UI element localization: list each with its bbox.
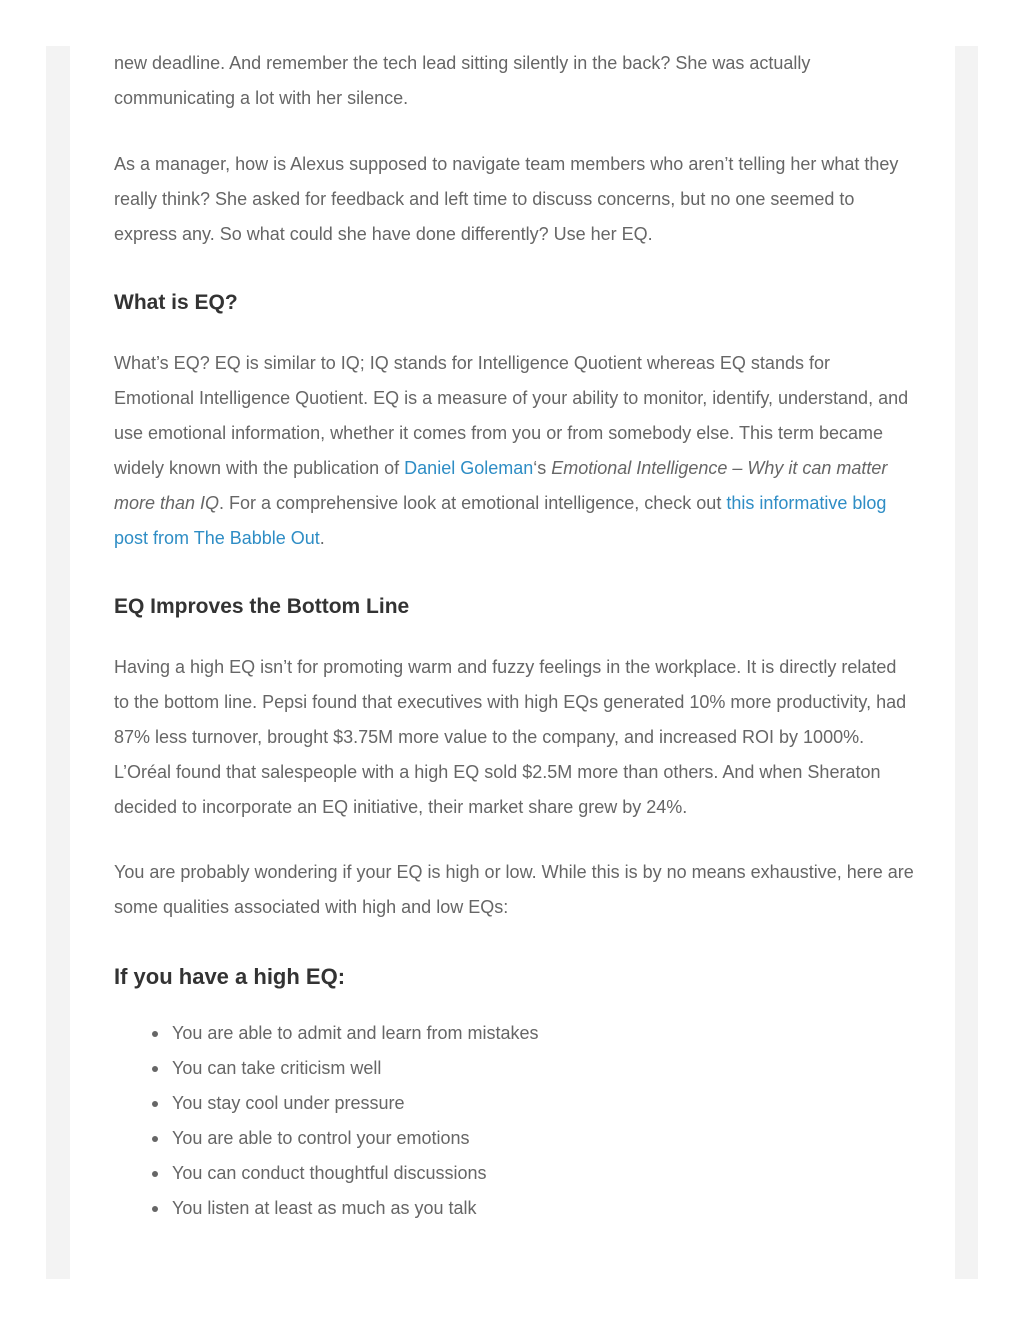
- bullet-icon: [152, 1066, 158, 1072]
- list-item-text: You are able to admit and learn from mistakes: [172, 1023, 539, 1043]
- intro-paragraph-2: As a manager, how is Alexus supposed to navigate team members who aren’t telling her what they really think? She asked for feedback and left time to discuss concerns, but no one seemed to express any. So what could she have done differently? Use her EQ.: [114, 154, 899, 244]
- bullet-icon: [152, 1136, 158, 1142]
- list-item-text: You are able to control your emotions: [172, 1128, 470, 1148]
- list-item: [172, 1051, 914, 1086]
- what-is-eq-text-1: What’s EQ? EQ is similar to IQ; IQ stands for Intelligence Quotient whereas EQ stands for Emotional Intelligence Quotient. EQ is a measure of your ability to monitor, identify, understand, and use emotional information, whether it comes from you or from somebody else. This term became widely known with the publication of: [114, 353, 909, 478]
- list-item: [172, 1016, 914, 1051]
- what-is-eq-text-2: ‘s: [533, 458, 552, 478]
- daniel-goleman-link[interactable]: Daniel Goleman: [404, 458, 534, 478]
- list-item-text: You listen at least as much as you talk: [172, 1198, 477, 1218]
- bottom-line-paragraph-1: Having a high EQ isn’t for promoting warm and fuzzy feelings in the workplace. It is directly related to the bottom line. Pepsi found that executives with high EQs generated 10% more productivity, had 87% less turnover, brought $3.75M more value to the company, and increased ROI by 1000%. L’Oréal found that salespeople with a high EQ sold $2.5M more than others. And when Sheraton decided to incorporate an EQ initiative, their market share grew by 24%.: [114, 657, 907, 817]
- list-item: [172, 1191, 914, 1226]
- bottom-line-paragraph-2: You are probably wondering if your EQ is high or low. While this is by no means exhaustive, here are some qualities associated with high and low EQs:: [114, 862, 914, 917]
- bullet-icon: [152, 1101, 158, 1107]
- list-item-text: You can conduct thoughtful discussions: [172, 1163, 487, 1183]
- heading-what-is-eq: What is EQ?: [114, 291, 238, 314]
- what-is-eq-text-3: . For a comprehensive look at emotional intelligence, check out: [219, 493, 727, 513]
- bullet-icon: [152, 1171, 158, 1177]
- babble-out-link[interactable]: this informative blog post from The Babble Out: [114, 493, 887, 548]
- what-is-eq-text-4: .: [319, 528, 325, 548]
- heading-high-eq: If you have a high EQ:: [114, 964, 346, 989]
- list-item: [172, 1086, 914, 1121]
- list-item-text: You can take criticism well: [172, 1058, 382, 1078]
- high-eq-list: [114, 1016, 914, 1226]
- bullet-icon: [152, 1206, 158, 1212]
- intro-paragraph-1: new deadline. And remember the tech lead sitting silently in the back? She was actually communicating a lot with her silence.: [114, 53, 811, 108]
- article-body: [114, 46, 914, 1226]
- bullet-icon: [152, 1031, 158, 1037]
- heading-bottom-line: EQ Improves the Bottom Line: [114, 595, 410, 618]
- what-is-eq-paragraph: [114, 346, 914, 556]
- list-item: [172, 1121, 914, 1156]
- list-item: [172, 1156, 914, 1191]
- list-item-text: You stay cool under pressure: [172, 1093, 405, 1113]
- book-title: Emotional Intelligence – Why it can matter more than IQ: [114, 458, 888, 513]
